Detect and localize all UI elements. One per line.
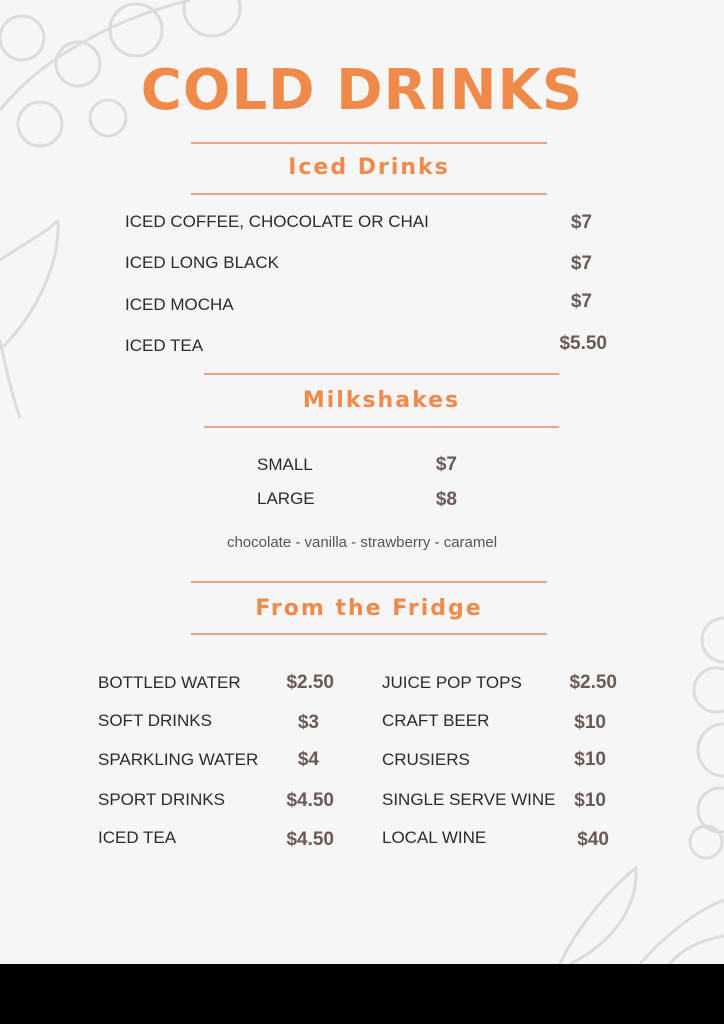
menu-item-price: $3 — [297, 712, 319, 733]
menu-item-name: SINGLE SERVE WINE — [382, 790, 556, 809]
menu-item-price: $4.50 — [286, 829, 334, 850]
menu-item-name: ICED LONG BLACK — [125, 253, 279, 272]
menu-item-name: SPORT DRINKS — [98, 790, 225, 809]
menu-item-name: LARGE — [257, 489, 315, 508]
divider — [204, 426, 559, 428]
menu-item-name: LOCAL WINE — [382, 828, 487, 847]
decorative-leaves-bottom-right — [520, 860, 724, 964]
divider — [204, 373, 559, 375]
menu-item-price: $10 — [574, 790, 606, 811]
menu-item-price: $10 — [574, 712, 606, 733]
milkshake-flavours: chocolate - vanilla - strawberry - caramel — [226, 534, 498, 551]
menu-item-price: $40 — [577, 829, 609, 850]
page-title: COLD DRINKS — [140, 58, 584, 123]
decorative-circles-right — [676, 610, 724, 870]
menu-item-price: $2.50 — [286, 672, 334, 693]
decorative-leaf-left — [0, 220, 70, 420]
menu-item-name: CRAFT BEER — [382, 711, 490, 730]
menu-item-name: ICED TEA — [125, 336, 204, 355]
menu-item-name: SMALL — [257, 455, 313, 474]
menu-item-name: CRUSIERS — [382, 750, 470, 769]
menu-item-name: SPARKLING WATER — [98, 750, 259, 769]
menu-item-name: JUICE POP TOPS — [382, 673, 522, 692]
menu-item-name: ICED TEA — [98, 828, 177, 847]
menu-item-name: BOTTLED WATER — [98, 673, 241, 692]
divider — [191, 142, 547, 144]
bottom-black-bar — [0, 964, 724, 1024]
menu-item-price: $7 — [570, 253, 592, 274]
menu-item-price: $2.50 — [569, 672, 617, 693]
section-heading-iced-drinks: Iced Drinks — [288, 155, 450, 180]
menu-item-price: $7 — [435, 454, 457, 475]
menu-item-price: $4 — [297, 749, 319, 770]
menu-item-name: ICED MOCHA — [125, 295, 234, 314]
menu-item-price: $7 — [570, 291, 592, 312]
menu-item-price: $8 — [435, 489, 457, 510]
menu-item-price: $7 — [570, 212, 592, 233]
menu-item-price: $10 — [574, 749, 606, 770]
divider — [191, 633, 547, 635]
section-heading-milkshakes: Milkshakes — [302, 388, 461, 413]
menu-item-name: SOFT DRINKS — [98, 711, 212, 730]
divider — [191, 193, 547, 195]
divider — [191, 581, 547, 583]
section-heading-from-the-fridge: From the Fridge — [255, 596, 483, 621]
menu-item-name: ICED COFFEE, CHOCOLATE OR CHAI — [125, 212, 429, 231]
menu-item-price: $4.50 — [286, 790, 334, 811]
menu-item-price: $5.50 — [559, 333, 607, 354]
